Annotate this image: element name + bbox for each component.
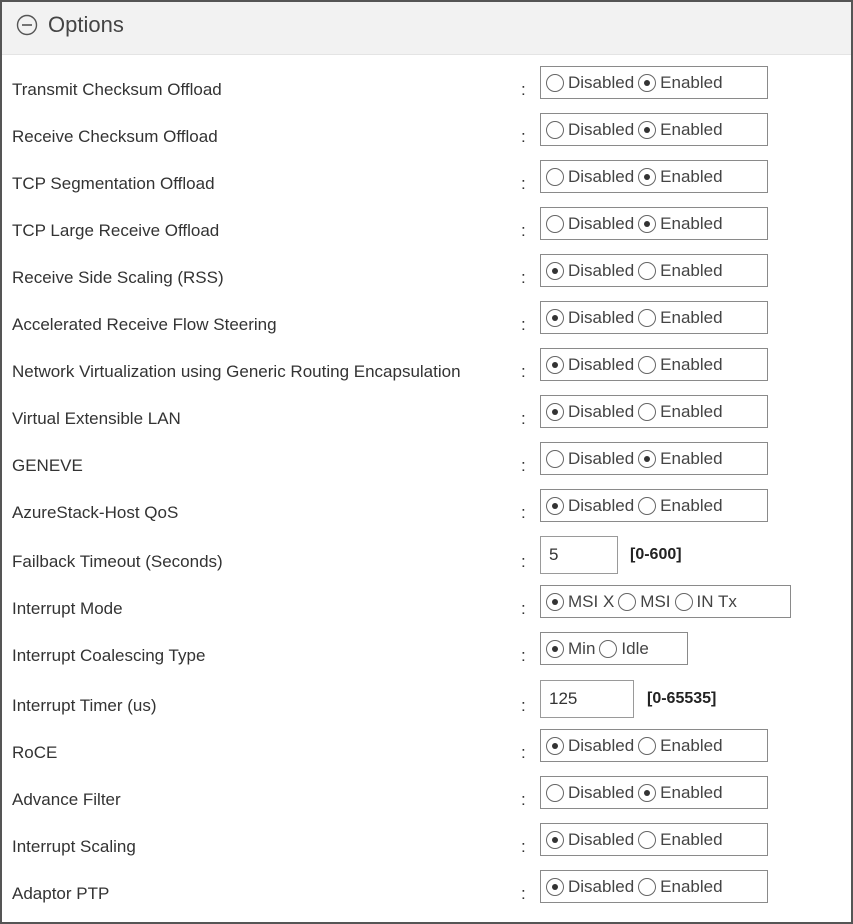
field-label: Advance Filter bbox=[12, 790, 121, 809]
radio-unchecked-icon[interactable] bbox=[638, 497, 656, 515]
radio-unchecked-icon[interactable] bbox=[638, 831, 656, 849]
field-label: GENEVE bbox=[12, 456, 83, 475]
receive-side-scaling-radio-group bbox=[540, 254, 768, 287]
field-label: RoCE bbox=[12, 743, 58, 762]
field-colon: : bbox=[521, 837, 526, 856]
advance-filter-radio-group bbox=[540, 776, 768, 809]
azurestack-host-qos-radio-group bbox=[540, 489, 768, 522]
interrupt-mode-radio-group bbox=[540, 585, 791, 618]
radio-disabled[interactable]: Disabled bbox=[546, 214, 634, 234]
field-label: TCP Large Receive Offload bbox=[12, 221, 220, 240]
radio-enabled[interactable]: Enabled bbox=[638, 261, 722, 281]
field-label: Transmit Checksum Offload bbox=[12, 80, 222, 99]
radio-enabled[interactable]: Enabled bbox=[638, 167, 722, 187]
interrupt-timer-input[interactable] bbox=[540, 680, 634, 718]
radio-checked-icon[interactable] bbox=[546, 737, 564, 755]
field-colon: : bbox=[521, 790, 526, 809]
radio-checked-icon[interactable] bbox=[546, 309, 564, 327]
failback-timeout-input[interactable] bbox=[540, 536, 618, 574]
collapse-minus-icon[interactable] bbox=[16, 14, 38, 36]
field-colon: : bbox=[521, 127, 526, 146]
radio-enabled[interactable]: Enabled bbox=[638, 308, 722, 328]
field-colon: : bbox=[521, 884, 526, 903]
radio-unchecked-icon[interactable] bbox=[546, 121, 564, 139]
radio-checked-icon[interactable] bbox=[638, 168, 656, 186]
radio-disabled[interactable]: Disabled bbox=[546, 308, 634, 328]
field-colon: : bbox=[521, 315, 526, 334]
field-label: Adaptor PTP bbox=[12, 884, 110, 903]
field-label: Interrupt Mode bbox=[12, 599, 123, 618]
options-title: Options bbox=[48, 12, 124, 37]
radio-disabled[interactable]: Disabled bbox=[546, 496, 634, 516]
radio-enabled[interactable]: Enabled bbox=[638, 830, 722, 850]
field-colon: : bbox=[521, 221, 526, 240]
field-colon: : bbox=[521, 696, 526, 715]
field-colon: : bbox=[521, 503, 526, 522]
virtual-extensible-lan-radio-group bbox=[540, 395, 768, 428]
radio-min[interactable]: Min bbox=[546, 639, 595, 659]
radio-unchecked-icon[interactable] bbox=[546, 784, 564, 802]
radio-enabled[interactable]: Enabled bbox=[638, 214, 722, 234]
radio-unchecked-icon[interactable] bbox=[638, 878, 656, 896]
radio-checked-icon[interactable] bbox=[638, 450, 656, 468]
row-interrupt-mode bbox=[2, 591, 851, 646]
radio-unchecked-icon[interactable] bbox=[638, 403, 656, 421]
row-azurestack-host-qos bbox=[2, 495, 851, 550]
radio-msi[interactable]: MSI bbox=[618, 592, 670, 612]
radio-enabled[interactable]: Enabled bbox=[638, 496, 722, 516]
radio-checked-icon[interactable] bbox=[546, 878, 564, 896]
radio-checked-icon[interactable] bbox=[546, 497, 564, 515]
radio-disabled[interactable]: Disabled bbox=[546, 736, 634, 756]
radio-enabled[interactable]: Enabled bbox=[638, 73, 722, 93]
field-colon: : bbox=[521, 174, 526, 193]
field-label: Network Virtualization using Generic Routing Encapsulation bbox=[12, 362, 461, 381]
tcp-large-receive-offload-radio-group bbox=[540, 207, 768, 240]
receive-checksum-offload-radio-group bbox=[540, 113, 768, 146]
radio-unchecked-icon[interactable] bbox=[638, 309, 656, 327]
radio-unchecked-icon[interactable] bbox=[546, 168, 564, 186]
field-colon: : bbox=[521, 362, 526, 381]
field-colon: : bbox=[521, 456, 526, 475]
radio-enabled[interactable]: Enabled bbox=[638, 877, 722, 897]
radio-unchecked-icon[interactable] bbox=[618, 593, 636, 611]
accelerated-receive-flow-steering-radio-group bbox=[540, 301, 768, 334]
field-label: Failback Timeout (Seconds) bbox=[12, 552, 223, 571]
adaptor-ptp-radio-group bbox=[540, 870, 768, 903]
radio-checked-icon[interactable] bbox=[546, 262, 564, 280]
radio-checked-icon[interactable] bbox=[546, 593, 564, 611]
radio-unchecked-icon[interactable] bbox=[638, 737, 656, 755]
radio-enabled[interactable]: Enabled bbox=[638, 120, 722, 140]
roce-radio-group bbox=[540, 729, 768, 762]
field-label: Receive Side Scaling (RSS) bbox=[12, 268, 224, 287]
interrupt-timer-range: [0-65535] bbox=[647, 690, 717, 707]
geneve-radio-group bbox=[540, 442, 768, 475]
field-colon: : bbox=[521, 743, 526, 762]
options-header[interactable] bbox=[2, 2, 851, 55]
radio-disabled[interactable]: Disabled bbox=[546, 73, 634, 93]
radio-enabled[interactable]: Enabled bbox=[638, 783, 722, 803]
field-colon: : bbox=[521, 646, 526, 665]
radio-checked-icon[interactable] bbox=[638, 215, 656, 233]
field-colon: : bbox=[521, 80, 526, 99]
radio-checked-icon[interactable] bbox=[638, 784, 656, 802]
radio-enabled[interactable]: Enabled bbox=[638, 355, 722, 375]
radio-enabled[interactable]: Enabled bbox=[638, 449, 722, 469]
radio-unchecked-icon[interactable] bbox=[546, 215, 564, 233]
radio-disabled[interactable]: Disabled bbox=[546, 167, 634, 187]
transmit-checksum-offload-radio-group bbox=[540, 66, 768, 99]
failback-timeout-range: [0-600] bbox=[630, 546, 682, 563]
field-label: Interrupt Timer (us) bbox=[12, 696, 157, 715]
radio-checked-icon[interactable] bbox=[546, 640, 564, 658]
radio-disabled[interactable]: Disabled bbox=[546, 120, 634, 140]
radio-enabled[interactable]: Enabled bbox=[638, 402, 722, 422]
radio-disabled[interactable]: Disabled bbox=[546, 449, 634, 469]
radio-in-tx[interactable]: IN Tx bbox=[675, 592, 737, 612]
radio-checked-icon[interactable] bbox=[638, 74, 656, 92]
radio-idle[interactable]: Idle bbox=[599, 639, 648, 659]
field-colon: : bbox=[521, 552, 526, 571]
nvgre-radio-group bbox=[540, 348, 768, 381]
radio-unchecked-icon[interactable] bbox=[546, 74, 564, 92]
field-label: AzureStack-Host QoS bbox=[12, 503, 179, 522]
radio-unchecked-icon[interactable] bbox=[638, 356, 656, 374]
field-colon: : bbox=[521, 268, 526, 287]
field-label: TCP Segmentation Offload bbox=[12, 174, 215, 193]
radio-disabled[interactable]: Disabled bbox=[546, 783, 634, 803]
row-adaptor-ptp bbox=[2, 876, 851, 924]
field-colon: : bbox=[521, 599, 526, 618]
tcp-segmentation-offload-radio-group bbox=[540, 160, 768, 193]
radio-msi-x[interactable]: MSI X bbox=[546, 592, 614, 612]
radio-checked-icon[interactable] bbox=[546, 403, 564, 421]
field-label: Accelerated Receive Flow Steering bbox=[12, 315, 277, 334]
radio-disabled[interactable]: Disabled bbox=[546, 402, 634, 422]
radio-disabled[interactable]: Disabled bbox=[546, 830, 634, 850]
field-label: Receive Checksum Offload bbox=[12, 127, 218, 146]
radio-checked-icon[interactable] bbox=[546, 356, 564, 374]
radio-disabled[interactable]: Disabled bbox=[546, 355, 634, 375]
field-label: Interrupt Coalescing Type bbox=[12, 646, 206, 665]
field-label: Interrupt Scaling bbox=[12, 837, 136, 856]
radio-checked-icon[interactable] bbox=[638, 121, 656, 139]
radio-unchecked-icon[interactable] bbox=[675, 593, 693, 611]
radio-disabled[interactable]: Disabled bbox=[546, 261, 634, 281]
row-interrupt-coalescing-type bbox=[2, 638, 851, 693]
field-label: Virtual Extensible LAN bbox=[12, 409, 181, 428]
radio-unchecked-icon[interactable] bbox=[546, 450, 564, 468]
radio-checked-icon[interactable] bbox=[546, 831, 564, 849]
radio-disabled[interactable]: Disabled bbox=[546, 877, 634, 897]
field-colon: : bbox=[521, 409, 526, 428]
interrupt-scaling-radio-group bbox=[540, 823, 768, 856]
interrupt-coalescing-type-radio-group bbox=[540, 632, 688, 665]
radio-enabled[interactable]: Enabled bbox=[638, 736, 722, 756]
radio-unchecked-icon[interactable] bbox=[638, 262, 656, 280]
radio-unchecked-icon[interactable] bbox=[599, 640, 617, 658]
